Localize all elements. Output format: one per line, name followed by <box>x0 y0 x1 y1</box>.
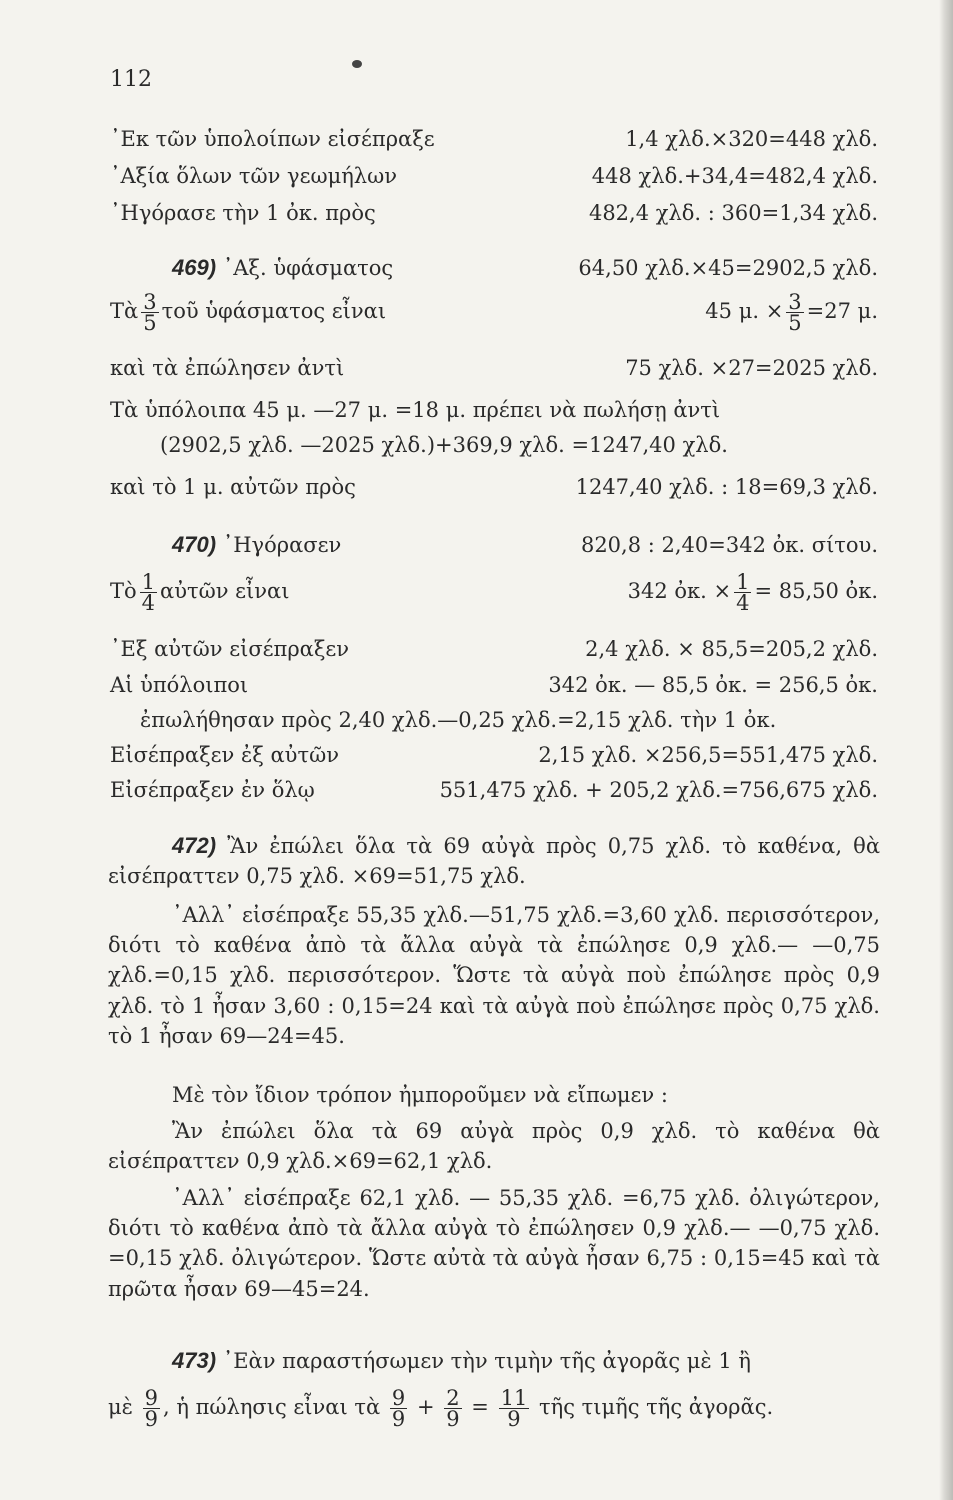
fraction <box>141 292 158 333</box>
denominator: 5 <box>788 311 802 335</box>
text: ᾿Εὰν παραστήσωμεν τὴν τιμὴν τῆς ἀγορᾶς μὲ 1 ἢ <box>216 1349 751 1373</box>
fraction <box>390 1388 407 1429</box>
line-right: 2,15 χλδ. ×256,5=551,475 χλδ. <box>538 743 878 767</box>
line-left: καὶ τὰ ἐπώλησεν ἀντὶ <box>110 356 345 380</box>
fraction <box>734 572 751 613</box>
text: Τὸ <box>110 579 137 603</box>
line-left: ᾿Εξ αὐτῶν εἰσέπραξεν <box>110 637 350 661</box>
fraction-line <box>108 1388 773 1429</box>
paragraph: Μὲ τὸν ἴδιον τρόπον ἠμποροῦμεν νὰ εἴπωμεν : <box>172 1083 668 1107</box>
line-right: 1,4 χλδ.×320=448 χλδ. <box>625 127 878 151</box>
text: 45 μ. × <box>705 299 784 323</box>
line-full: (2902,5 χλδ. —2025 χλδ.)+369,9 χλδ. =1247,40 χλδ. <box>160 433 728 457</box>
fraction <box>140 572 157 613</box>
fraction <box>499 1388 530 1429</box>
line-right: 482,4 χλδ. : 360=1,34 χλδ. <box>588 201 878 225</box>
text: μὲ <box>108 1395 133 1419</box>
line-left: καὶ τὸ 1 μ. αὐτῶν πρὸς <box>110 475 356 499</box>
line-full: ἐπωλήθησαν πρὸς 2,40 χλδ.—0,25 χλδ.=2,15 χλδ. τὴν 1 ὀκ. <box>140 708 777 732</box>
line-right: 820,8 : 2,40=342 ὀκ. σίτου. <box>580 533 878 557</box>
line-left: Εἰσέπραξεν ἐξ αὐτῶν <box>110 743 339 767</box>
line-right: 64,50 χλδ.×45=2902,5 χλδ. <box>578 256 878 280</box>
fraction-line-right <box>705 292 878 333</box>
operator: = <box>471 1395 489 1419</box>
line-left: Εἰσέπραξεν ἐν ὅλῳ <box>110 778 315 802</box>
problem-472-paragraph <box>108 831 880 891</box>
text: ᾿Ηγόρασεν <box>222 533 342 557</box>
line-left: ᾿Εκ τῶν ὑπολοίπων εἰσέπραξε <box>110 127 435 151</box>
line-left: Αἱ ὑπόλοιποι <box>110 673 249 697</box>
text: = 85,50 ὀκ. <box>754 579 878 603</box>
problem-469-line <box>172 256 393 280</box>
problem-number: 472) <box>172 833 217 858</box>
numerator: 3 <box>143 290 157 314</box>
text: αὐτῶν εἶναι <box>160 579 290 603</box>
text: Τὰ <box>110 299 139 323</box>
problem-470-line <box>172 533 341 557</box>
text: τῆς τιμῆς τῆς ἀγορᾶς. <box>539 1395 774 1419</box>
problem-number: 469) <box>172 255 217 280</box>
line-right: 551,475 χλδ. + 205,2 χλδ.=756,675 χλδ. <box>439 778 878 802</box>
fraction-line <box>110 572 289 613</box>
line-right: 448 χλδ.+34,4=482,4 χλδ. <box>591 164 878 188</box>
denominator: 9 <box>507 1407 521 1431</box>
text: 342 ὀκ. × <box>627 579 732 603</box>
fraction-line-right <box>628 572 878 613</box>
numerator: 9 <box>391 1386 406 1410</box>
problem-number: 473) <box>172 1348 217 1373</box>
line-right: 342 ὀκ. — 85,5 ὀκ. = 256,5 ὀκ. <box>548 673 878 697</box>
problem-number: 470) <box>172 532 217 557</box>
numerator: 1 <box>141 570 156 594</box>
numerator: 9 <box>144 1386 158 1410</box>
line-left: ᾿Ηγόρασε τὴν 1 ὀκ. πρὸς <box>110 201 376 225</box>
text: =27 μ. <box>806 299 878 323</box>
text: Ἂν ἐπώλει ὅλα τὰ 69 αὐγὰ πρὸς 0,75 χλδ. τὸ καθένα, θὰ εἰσέπραττεν 0,75 χλδ. ×69=51,75 χλδ. <box>108 834 880 889</box>
fraction <box>143 1388 160 1429</box>
text: ᾿Αξ. ὑφάσματος <box>222 256 394 280</box>
page-number: 112 <box>110 67 152 92</box>
line-right: 75 χλδ. ×27=2025 χλδ. <box>625 356 878 380</box>
problem-473-paragraph <box>108 1346 880 1376</box>
denominator: 9 <box>446 1407 460 1431</box>
numerator: 3 <box>788 290 802 314</box>
line-right: 1247,40 χλδ. : 18=69,3 χλδ. <box>575 475 878 499</box>
paragraph: ᾿Αλλ᾿ εἰσέπραξε 55,35 χλδ.—51,75 χλδ.=3,60 χλδ. περισσότερον, διότι τὸ καθένα ἀπὸ τὰ ἄλλα αὐγὰ τὰ ἐπώλησε 0,9 χλδ.— —0,75 χλδ.=0,15 χλδ. περισσότερον. Ὥστε τὰ αὐγὰ ποὺ ἐπώλησε πρὸς 0,9 χλδ. τὸ 1 ἦσαν 3,60 : 0,15=24 καὶ τὰ αὐγὰ ποὺ ἐπώλησε πρὸς 0,75 χλδ. τὸ 1 ἦσαν 69—24=45. <box>108 903 880 1048</box>
denominator: 4 <box>736 591 750 615</box>
numerator: 1 <box>736 570 750 594</box>
line-left: ᾿Αξία ὅλων τῶν γεωμήλων <box>110 164 398 188</box>
numerator: 2 <box>446 1386 460 1410</box>
denominator: 9 <box>144 1407 158 1431</box>
fraction-line <box>110 292 386 333</box>
text: τοῦ ὑφάσματος εἶναι <box>161 299 387 323</box>
fraction <box>786 292 803 333</box>
paragraph: ᾿Αλλ᾿ εἰσέπραξε 62,1 χλδ. — 55,35 χλδ. =6,75 χλδ. ὀλιγώτερον, διότι τὸ καθένα ἀπὸ τὰ ἄλλα αὐγὰ τὸ ἐπώλησεν 0,9 χλδ.— —0,75 χλδ. =0,15 χλδ. ὀλιγώτερον. Ὥστε αὐτὰ τὰ αὐγὰ ἦσαν 6,75 : 0,15=45 καὶ τὰ πρῶτα ἦσαν 69—45=24. <box>108 1186 880 1301</box>
denominator: 4 <box>141 591 156 615</box>
paragraph: Ἂν ἐπώλει ὅλα τὰ 69 αὐγὰ πρὸς 0,9 χλδ. τὸ καθένα θὰ εἰσέπραττεν 0,9 χλδ.×69=62,1 χλδ. <box>108 1119 880 1174</box>
operator: + <box>416 1395 435 1419</box>
page-edge-shadow <box>939 0 953 1500</box>
numerator: 11 <box>500 1386 528 1410</box>
denominator: 9 <box>391 1407 406 1431</box>
fraction <box>444 1388 461 1429</box>
line-full: Τὰ ὑπόλοιπα 45 μ. —27 μ. =18 μ. πρέπει νὰ πωλήσῃ ἀντὶ <box>110 398 721 422</box>
denominator: 5 <box>143 311 157 335</box>
text: , ἡ πώλησις εἶναι τὰ <box>162 1395 381 1419</box>
line-right: 2,4 χλδ. × 85,5=205,2 χλδ. <box>585 637 878 661</box>
ink-spot <box>352 60 362 68</box>
